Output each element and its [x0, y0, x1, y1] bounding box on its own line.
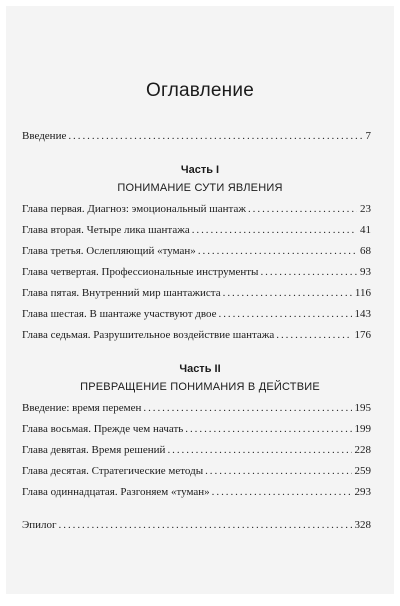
toc-entry-epilogue: [22, 519, 371, 533]
entry-page-number: 41: [360, 224, 371, 236]
entry-page-number: 259: [354, 465, 371, 477]
entry-label: Глава шестая. В шантаже участвуют двое: [22, 308, 217, 320]
dot-leader: [219, 308, 352, 320]
toc-title: Оглавление: [146, 80, 254, 101]
dot-leader: [223, 287, 352, 299]
toc-entry: [22, 465, 371, 479]
dot-leader: [143, 402, 351, 414]
toc-entry-intro: [22, 130, 371, 144]
toc-entry: [22, 329, 371, 343]
toc-entry: [22, 423, 371, 437]
toc-entry: [22, 266, 371, 280]
entry-label: Глава восьмая. Прежде чем начать: [22, 423, 184, 435]
dot-leader: [248, 203, 357, 215]
dot-leader: [198, 245, 357, 257]
entry-page-number: 23: [360, 203, 371, 215]
entry-label: Эпилог: [22, 519, 57, 531]
entry-page-number: 199: [354, 423, 371, 435]
dot-leader: [205, 465, 351, 477]
entry-label: Глава седьмая. Разрушительное воздействие шантажа: [22, 329, 275, 341]
entry-page-number: 228: [354, 444, 371, 456]
book-page: [6, 6, 394, 594]
toc-entry: [22, 308, 371, 322]
toc-entry: [22, 486, 371, 500]
entry-label: Глава вторая. Четыре лика шантажа: [22, 224, 190, 236]
dot-leader: [167, 444, 351, 456]
dot-leader: [276, 329, 351, 341]
entry-page-number: 195: [354, 402, 371, 414]
entry-label: Глава третья. Ослепляющий «туман»: [22, 245, 196, 257]
entry-label: Глава одиннадцатая. Разгоняем «туман»: [22, 486, 210, 498]
dot-leader: [59, 519, 352, 531]
entry-page-number: 293: [354, 486, 371, 498]
entry-page-number: 93: [360, 266, 371, 278]
dot-leader: [260, 266, 357, 278]
toc-entry: [22, 224, 371, 238]
entry-page-number: 116: [354, 287, 371, 299]
dot-leader: [192, 224, 357, 236]
dot-leader: [185, 423, 351, 435]
part-title: ПОНИМАНИЕ СУТИ ЯВЛЕНИЯ: [117, 182, 283, 194]
entry-label: Глава четвертая. Профессиональные инструменты: [22, 266, 259, 278]
entry-page-number: 328: [354, 519, 371, 531]
dot-leader: [212, 486, 352, 498]
entry-label: Глава девятая. Время решений: [22, 444, 166, 456]
entry-page-number: 7: [365, 130, 371, 142]
entry-page-number: 68: [360, 245, 371, 257]
part-title: ПРЕВРАЩЕНИЕ ПОНИМАНИЯ В ДЕЙСТВИЕ: [80, 381, 320, 393]
entry-label: Введение: время перемен: [22, 402, 142, 414]
entry-page-number: 143: [354, 308, 371, 320]
dot-leader: [68, 130, 362, 142]
toc-entry: [22, 287, 371, 301]
toc-entry: [22, 203, 371, 217]
entry-label: Глава десятая. Стратегические методы: [22, 465, 204, 477]
entry-label: Введение: [22, 130, 67, 142]
toc-entry: [22, 245, 371, 259]
part-number: Часть I: [180, 164, 220, 176]
part-number: Часть II: [179, 363, 221, 375]
entry-page-number: 176: [354, 329, 371, 341]
toc-entry: [22, 444, 371, 458]
entry-label: Глава пятая. Внутренний мир шантажиста: [22, 287, 221, 299]
toc-entry: [22, 402, 371, 416]
entry-label: Глава первая. Диагноз: эмоциональный шантаж: [22, 203, 246, 215]
